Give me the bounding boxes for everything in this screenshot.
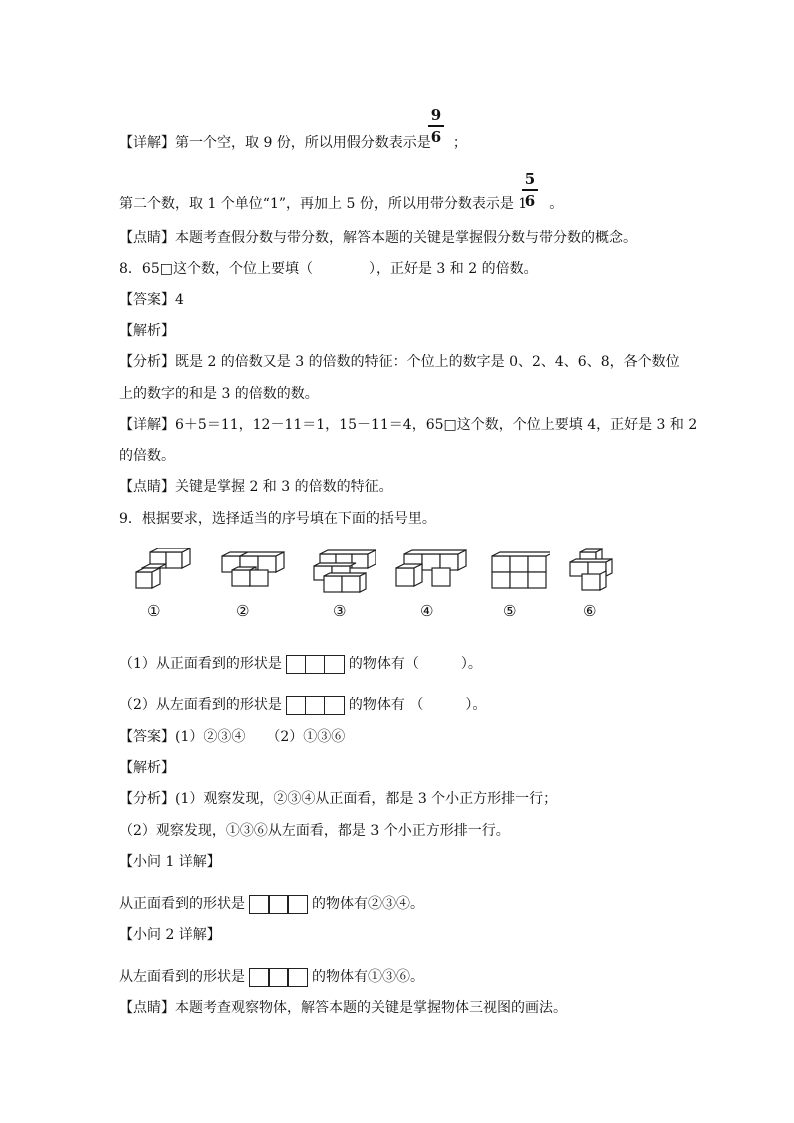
fraction-denominator: 6	[430, 127, 442, 146]
detail-line-2: 第二个数，取 1 个单位“1”，再加上 5 份，所以用带分数表示是 1 。	[119, 196, 564, 212]
subquestion-1-detail: 从正面看到的形状是 的物体有②③④。	[119, 896, 424, 912]
fraction-bar	[428, 125, 444, 127]
answer-8: 【答案】4	[119, 292, 184, 308]
fraction-numerator: 9	[430, 106, 442, 124]
cube-figure-3	[310, 548, 376, 594]
cube-figure-5	[490, 548, 550, 590]
analysis-9-line-1: 【分析】(1）观察发现，②③④从正面看，都是 3 个小正方形排一行；	[119, 791, 558, 807]
fraction-denominator: 6	[524, 191, 536, 210]
question-8: 8．65□这个数，个位上要填（ ），正好是 3 和 2 的倍数。	[119, 261, 538, 277]
answer-9: 【答案】(1）②③④ （2）①③⑥	[119, 729, 346, 745]
question-9: 9．根据要求，选择适当的序号填在下面的括号里。	[119, 511, 436, 527]
figure-label-1: ①	[147, 602, 161, 620]
subquestion-1: （1）从正面看到的形状是 的物体有（ ）。	[119, 656, 482, 672]
three-squares-shape	[286, 655, 345, 674]
figure-label-3: ③	[333, 602, 347, 620]
insight-line-1: 【点睛】本题考查假分数与带分数，解答本题的关键是掌握假分数与带分数的概念。	[119, 230, 637, 246]
fraction-numerator: 5	[524, 170, 536, 188]
analysis-line-2: 上的数字的和是 3 的倍数的数。	[119, 386, 319, 402]
figure-label-5: ⑤	[503, 602, 517, 620]
detail-8-line-1: 【详解】6＋5＝11，12－11＝1，15－11＝4，65□这个数，个位上要填 4，正好是 3 和 2	[119, 417, 698, 433]
analysis-heading-8: 【解析】	[119, 323, 175, 339]
detail-8-line-2: 的倍数。	[119, 448, 175, 464]
figure-label-4: ④	[420, 602, 434, 620]
cube-figure-2	[220, 548, 292, 590]
subquestion-2-heading: 【小问 2 详解】	[119, 927, 221, 943]
insight-8: 【点睛】关键是掌握 2 和 3 的倍数的特征。	[119, 479, 393, 495]
insight-9: 【点睛】本题考查观察物体，解答本题的关键是掌握物体三视图的画法。	[119, 1000, 567, 1016]
analysis-9-line-2: （2）观察发现，①③⑥从左面看，都是 3 个小正方形排一行。	[119, 823, 510, 839]
cube-figure-4	[394, 548, 468, 590]
analysis-heading-9: 【解析】	[119, 760, 175, 776]
figure-label-2: ②	[236, 602, 250, 620]
detail-line-1: 【详解】第一个空，取 9 份，所以用假分数表示是 ；	[119, 135, 467, 151]
analysis-line-1: 【分析】既是 2 的倍数又是 3 的倍数的特征：个位上的数字是 0、2、4、6、8，各个数位	[119, 354, 680, 370]
fraction-bar	[522, 189, 538, 191]
figure-label-6: ⑥	[583, 602, 597, 620]
cube-figure-6	[568, 548, 622, 592]
subquestion-2-detail: 从左面看到的形状是 的物体有①③⑥。	[119, 969, 424, 985]
three-squares-shape	[249, 968, 308, 987]
subquestion-1-heading: 【小问 1 详解】	[119, 854, 221, 870]
subquestion-2: （2）从左面看到的形状是 的物体有 （ ）。	[119, 697, 487, 713]
three-squares-shape	[249, 895, 308, 914]
three-squares-shape	[286, 696, 345, 715]
cube-figure-1	[134, 548, 200, 590]
